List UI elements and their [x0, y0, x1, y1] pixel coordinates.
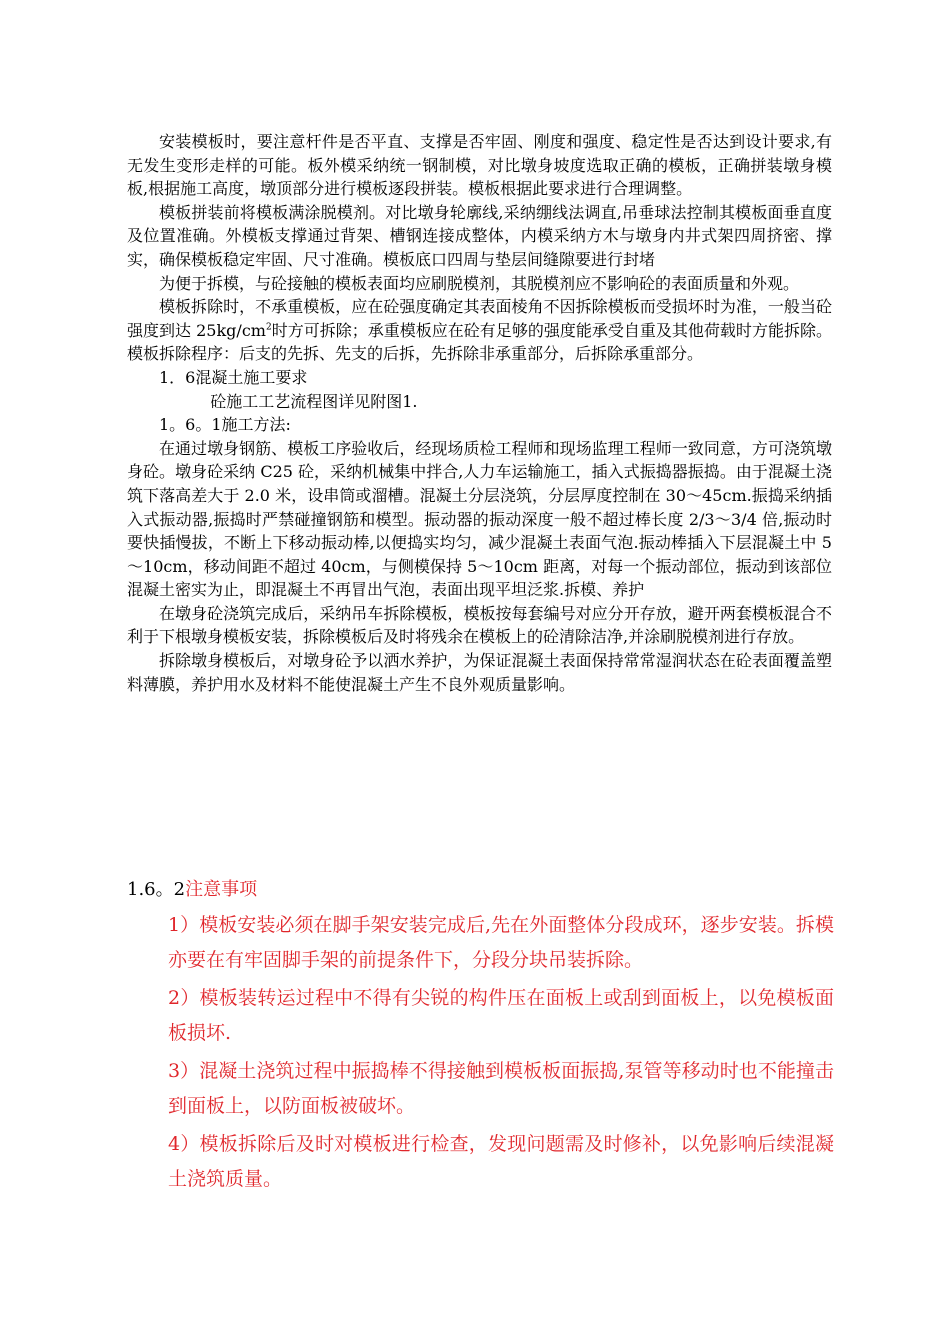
section-heading-1-6-2	[127, 877, 257, 903]
heading-title: 注意事项	[185, 879, 258, 900]
removal-text-a: 模板拆除时，不承重模板，应在砼强度确定其表面棱角不因拆除模板而受损坏时为准，一般当砼强度到达 25kg/cm	[127, 297, 832, 340]
notice-item: 3）混凝土浇筑过程中振捣棒不得接触到模板板面振捣,泵管等移动时也不能撞击到面板上，以防面板被破坏。	[168, 1060, 834, 1117]
paragraph-install-formwork: 安装模板时，要注意杆件是否平直、支撑是否牢固、刚度和强度、稳定性是否达到设计要求,有无发生变形走样的可能。板外模采纳统一钢制模，对比墩身坡度选取正确的模板，正确拼装墩身模板,根据施工高度，墩顶部分进行模板逐段拼装。模板根据此要求进行合理调整。	[127, 132, 832, 199]
paragraph-construction-method: 在通过墩身钢筋、模板工序验收后，经现场质检工程师和现场监理工程师一致同意，方可浇筑墩身砼。墩身砼采纳 C25 砼，采纳机械集中拌合,人力车运输施工，插入式振捣器振捣。由于混凝土浇筑下落高差大于 2.0 米，设串筒或溜槽。混凝土分层浇筑，分层厚度控制在 30～45cm.振捣采纳插入式振动器,振捣时严禁碰撞钢筋和模型。振动器的振动深度一般不超过棒长度 2/3～3/4 倍,振动时要快插慢拔，不断上下移动振动棒,以便捣实均匀，减少混凝土表面气泡.振动棒插入下层混凝土中 5～10cm，移动间距不超过 40cm，与侧模保持 5～10cm 距离，对每一个振动部位，振动到该部位混凝土密实为止，即混凝土不再冒出气泡，表面出现平坦泛浆.拆模、养护	[127, 438, 832, 600]
notice-list	[168, 908, 834, 1196]
flow-chart-reference: 砼施工工艺流程图详见附图1.	[210, 391, 418, 411]
paragraph-formwork-storage: 在墩身砼浇筑完成后，采纳吊车拆除模板，模板按每套编号对应分开存放，避开两套模板混合不利于下根墩身模板安装，拆除模板后及时将残余在模板上的砼清除洁净,并涂刷脱模剂进行存放。	[127, 603, 832, 647]
paragraph-curing: 拆除墩身模板后，对墩身砼予以洒水养护，为保证混凝土表面保持常常湿润状态在砼表面覆盖塑料薄膜，养护用水及材料不能使混凝土产生不良外观质量影响。	[127, 651, 832, 694]
superscript-2: 2	[265, 322, 272, 333]
section-heading-1-6-1: 1。6。1施工方法:	[159, 415, 291, 435]
paragraph-release-agent: 为便于拆模，与砼接触的模板表面均应刷脱模剂，其脱模剂应不影响砼的表面质量和外观。	[159, 273, 800, 293]
paragraph-formwork-assembly: 模板拼装前将模板满涂脱模剂。对比墩身轮廓线,采纳绷线法调直,吊垂球法控制其模板面垂直度及位置准确。外模板支撑通过背架、槽钢连接成整体，内模采纳方木与墩身内井式架四周挤密、撑实，确保模板稳定牢固、尺寸准确。模板底口四周与垫层间缝隙要进行封堵	[127, 202, 832, 269]
section-heading-1-6: 1．6混凝土施工要求	[159, 367, 308, 387]
notice-item: 4）模板拆除后及时对模板进行检查，发现问题需及时修补，以免影响后续混凝土浇筑质量。	[168, 1133, 834, 1190]
notice-item: 1）模板安装必须在脚手架安装完成后,先在外面整体分段成环，逐步安装。拆模亦要在有牢固脚手架的前提条件下，分段分块吊装拆除。	[168, 914, 834, 971]
notice-item: 2）模板装转运过程中不得有尖锐的构件压在面板上或刮到面板上，以免模板面板损坏.	[168, 987, 834, 1044]
body-text	[127, 130, 832, 696]
removal-text-b: 时方可拆除；承重模板应在砼有足够的强度能承受自重及其他荷载时方能拆除。模板拆除程序：后支的先拆、先支的后拆，先拆除非承重部分，后拆除承重部分。	[127, 320, 832, 364]
heading-number: 1.6。2	[127, 879, 186, 900]
paragraph-formwork-removal	[127, 295, 832, 366]
